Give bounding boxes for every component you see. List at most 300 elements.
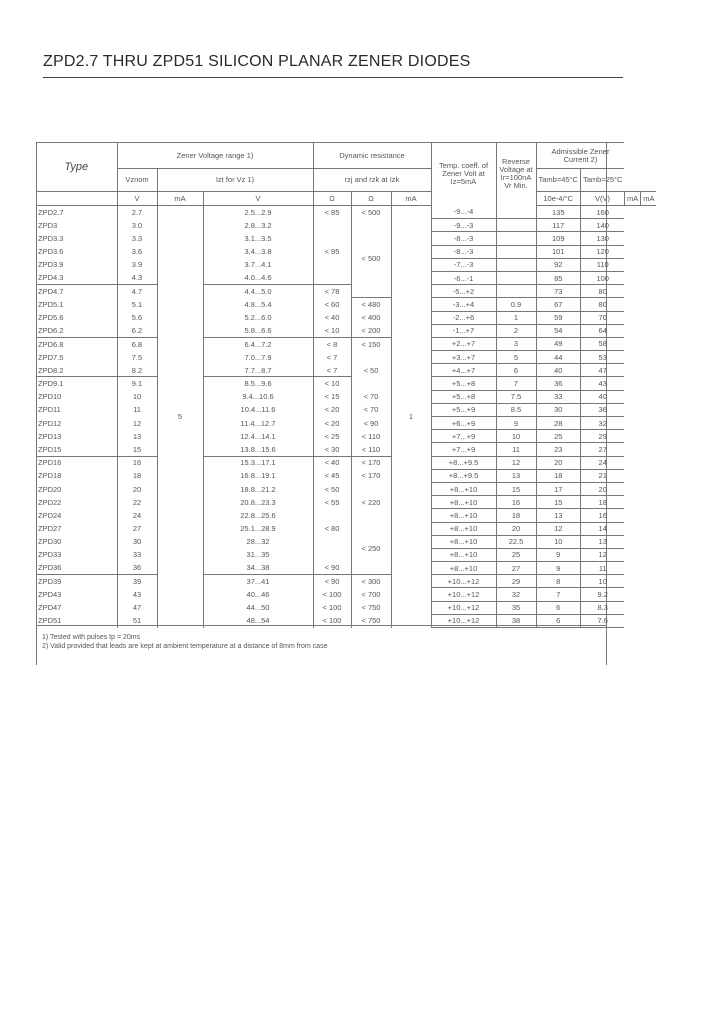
- table-row: [36, 469, 656, 482]
- cell-current-45: 25: [536, 430, 580, 443]
- cell-current-25: 32: [580, 417, 624, 430]
- cell-current-45: 9: [536, 562, 580, 575]
- cell-tempcoef: +10...+12: [431, 575, 496, 588]
- cell-rzj: < 8: [313, 337, 351, 350]
- unit-v: V: [117, 192, 157, 206]
- cell-current-45: 28: [536, 417, 580, 430]
- cell-reverse: 9: [496, 417, 536, 430]
- izt-header: Izt for Vz 1): [157, 169, 313, 192]
- cell-rzj: [313, 535, 351, 548]
- cell-reverse: 7: [496, 377, 536, 390]
- cell-type: ZPD11: [36, 403, 117, 416]
- cell-current-25: 53: [580, 351, 624, 364]
- cell-current-45: 67: [536, 298, 580, 311]
- cell-rzj: < 90: [313, 575, 351, 588]
- cell-rzk: < 480: [351, 298, 391, 311]
- tempcoef-header: Temp. coeff. of Zener Volt at Iz=5mA: [431, 143, 496, 206]
- cell-tempcoef: -8...-3: [431, 245, 496, 258]
- cell-current-25: 47: [580, 364, 624, 377]
- cell-range: 8.5...9.6: [203, 377, 313, 390]
- cell-vznom: 51: [117, 614, 157, 627]
- table-row: [36, 219, 656, 232]
- cell-vznom: 18: [117, 469, 157, 482]
- cell-current-45: 23: [536, 443, 580, 456]
- cell-current-25: 160: [580, 206, 624, 219]
- cell-current-25: 140: [580, 219, 624, 232]
- cell-reverse: 38: [496, 614, 536, 627]
- cell-tempcoef: -2...+6: [431, 311, 496, 324]
- cell-reverse: 1: [496, 311, 536, 324]
- cell-tempcoef: +8...+10: [431, 496, 496, 509]
- cell-reverse: 29: [496, 575, 536, 588]
- cell-range: 6.4...7.2: [203, 337, 313, 350]
- table-row: [36, 482, 656, 495]
- cell-range: 40...46: [203, 588, 313, 601]
- unit-ma3: mA: [624, 192, 640, 206]
- cell-rzj: < 10: [313, 324, 351, 337]
- cell-vznom: 3.3: [117, 232, 157, 245]
- cell-current-45: 6: [536, 601, 580, 614]
- cell-vznom: 3.6: [117, 245, 157, 258]
- cell-tempcoef: +8...+10: [431, 562, 496, 575]
- document-title: ZPD2.7 THRU ZPD51 SILICON PLANAR ZENER DIODES: [43, 53, 471, 70]
- cell-reverse: 0.9: [496, 298, 536, 311]
- cell-type: ZPD5.6: [36, 311, 117, 324]
- cell-reverse: 3: [496, 337, 536, 350]
- unit-v2: V: [203, 192, 313, 206]
- cell-current-45: 13: [536, 509, 580, 522]
- cell-current-45: 18: [536, 469, 580, 482]
- cell-current-25: 80: [580, 285, 624, 298]
- cell-tempcoef: +8...+10: [431, 522, 496, 535]
- cell-rzk: < 150: [351, 337, 391, 350]
- cell-type: ZPD10: [36, 390, 117, 403]
- cell-rzk: < 70: [351, 403, 391, 416]
- cell-tempcoef: +10...+12: [431, 588, 496, 601]
- cell-rzj: < 100: [313, 614, 351, 627]
- cell-current-45: 101: [536, 245, 580, 258]
- cell-current-25: 24: [580, 456, 624, 469]
- cell-range: 15.3...17.1: [203, 456, 313, 469]
- cell-current-25: 64: [580, 324, 624, 337]
- type-header: Type: [36, 143, 117, 192]
- cell-current-25: 27: [580, 443, 624, 456]
- cell-range: 3.7...4.1: [203, 258, 313, 271]
- cell-current-45: 20: [536, 456, 580, 469]
- cell-current-45: 7: [536, 588, 580, 601]
- cell-vznom: 27: [117, 522, 157, 535]
- cell-current-25: 36: [580, 403, 624, 416]
- cell-rzj: < 30: [313, 443, 351, 456]
- cell-current-45: 59: [536, 311, 580, 324]
- cell-tempcoef: +8...+10: [431, 509, 496, 522]
- cell-rzk: < 170: [351, 456, 391, 469]
- cell-reverse: 5: [496, 351, 536, 364]
- cell-current-45: 73: [536, 285, 580, 298]
- cell-current-45: 6: [536, 614, 580, 627]
- cell-tempcoef: +2...+7: [431, 337, 496, 350]
- temp25-header: Tamb=25°C: [582, 175, 623, 184]
- cell-rzk: < 110: [351, 430, 391, 443]
- cell-type: ZPD36: [36, 562, 117, 575]
- cell-vznom: 9.1: [117, 377, 157, 390]
- table-row: [36, 311, 656, 324]
- cell-current-25: 7.6: [580, 614, 624, 627]
- cell-vznom: 11: [117, 403, 157, 416]
- cell-current-25: 40: [580, 390, 624, 403]
- cell-vznom: 16: [117, 456, 157, 469]
- cell-type: ZPD51: [36, 614, 117, 627]
- cell-tempcoef: +7...+9: [431, 443, 496, 456]
- cell-rzj: < 90: [313, 562, 351, 575]
- cell-type: ZPD47: [36, 601, 117, 614]
- cell-range: 20.8...23.3: [203, 496, 313, 509]
- cell-tempcoef: -8...-3: [431, 232, 496, 245]
- cell-current-25: 100: [580, 271, 624, 284]
- units-blank: [36, 192, 117, 206]
- cell-range: 44...50: [203, 601, 313, 614]
- cell-izk-merged: 1: [391, 206, 431, 628]
- table-row: [36, 588, 656, 601]
- cell-current-45: 17: [536, 482, 580, 495]
- cell-reverse: [496, 245, 536, 258]
- cell-current-45: 9: [536, 548, 580, 561]
- cell-rzk: < 200: [351, 324, 391, 337]
- cell-type: ZPD22: [36, 496, 117, 509]
- cell-rzj: < 20: [313, 417, 351, 430]
- cell-current-45: 117: [536, 219, 580, 232]
- cell-rzj: < 25: [313, 430, 351, 443]
- cell-tempcoef: -5...+2: [431, 285, 496, 298]
- cell-rzk: < 110: [351, 443, 391, 456]
- table-row: [36, 364, 656, 377]
- cell-reverse: 20: [496, 522, 536, 535]
- table-row: [36, 390, 656, 403]
- cell-range: 37...41: [203, 575, 313, 588]
- cell-rzj: < 20: [313, 403, 351, 416]
- cell-vznom: 10: [117, 390, 157, 403]
- table-row: [36, 285, 656, 298]
- cell-rzj: < 100: [313, 601, 351, 614]
- cell-range: 13.8...15.6: [203, 443, 313, 456]
- cell-type: ZPD15: [36, 443, 117, 456]
- cell-rzj: < 15: [313, 390, 351, 403]
- cell-reverse: [496, 258, 536, 271]
- cell-type: ZPD39: [36, 575, 117, 588]
- admissible-header: Admissible Zener Current 2): [536, 143, 624, 169]
- cell-current-45: 30: [536, 403, 580, 416]
- cell-rzj: < 10: [313, 377, 351, 390]
- cell-rzk: < 170: [351, 469, 391, 482]
- table-row: [36, 601, 656, 614]
- cell-current-25: 8.3: [580, 601, 624, 614]
- cell-reverse: 6: [496, 364, 536, 377]
- cell-reverse: 8.5: [496, 403, 536, 416]
- cell-range: 4.8...5.4: [203, 298, 313, 311]
- cell-type: ZPD3: [36, 219, 117, 232]
- cell-range: 4.4...5.0: [203, 285, 313, 298]
- cell-reverse: 7.5: [496, 390, 536, 403]
- cell-vznom: 33: [117, 548, 157, 561]
- cell-current-25: 18: [580, 496, 624, 509]
- cell-tempcoef: +5...+9: [431, 403, 496, 416]
- table-row: [36, 509, 656, 522]
- cell-vznom: 8.2: [117, 364, 157, 377]
- cell-type: ZPD20: [36, 482, 117, 495]
- table-row: [36, 351, 656, 364]
- cell-tempcoef: -7...-3: [431, 258, 496, 271]
- table-row: [36, 548, 656, 561]
- cell-current-45: 135: [536, 206, 580, 219]
- cell-reverse: 15: [496, 482, 536, 495]
- cell-range: 18.8...21.2: [203, 482, 313, 495]
- cell-rzk: < 400: [351, 311, 391, 324]
- cell-tempcoef: +6...+9: [431, 417, 496, 430]
- cell-tempcoef: +5...+8: [431, 390, 496, 403]
- table-row: [36, 298, 656, 311]
- cell-reverse: 2: [496, 324, 536, 337]
- cell-current-45: 8: [536, 575, 580, 588]
- cell-vznom: 12: [117, 417, 157, 430]
- unit-ma2: mA: [391, 192, 431, 206]
- vznom-header: Vznom: [117, 169, 157, 192]
- cell-rzk: < 300: [351, 575, 391, 588]
- table-row: [36, 430, 656, 443]
- cell-vznom: 5.6: [117, 311, 157, 324]
- cell-tempcoef: +10...+12: [431, 614, 496, 627]
- cell-vznom: 43: [117, 588, 157, 601]
- cell-range: 7.7...8.7: [203, 364, 313, 377]
- table-row: [36, 562, 656, 575]
- cell-range: 5.8...6.6: [203, 324, 313, 337]
- cell-reverse: [496, 271, 536, 284]
- cell-rzk: < 500: [351, 206, 391, 219]
- cell-vznom: 3.9: [117, 258, 157, 271]
- cell-type: ZPD7.5: [36, 351, 117, 364]
- cell-rzj: [313, 509, 351, 522]
- cell-tempcoef: +8...+10: [431, 535, 496, 548]
- temp45-header: Tamb=45°C: [536, 169, 580, 192]
- cell-type: ZPD30: [36, 535, 117, 548]
- cell-rzj: < 100: [313, 588, 351, 601]
- cell-type: ZPD43: [36, 588, 117, 601]
- cell-rzk: < 700: [351, 588, 391, 601]
- cell-vznom: 22: [117, 496, 157, 509]
- cell-range: 48...54: [203, 614, 313, 627]
- cell-current-45: 33: [536, 390, 580, 403]
- cell-range: 16.8...19.1: [203, 469, 313, 482]
- table-row: [36, 443, 656, 456]
- cell-vznom: 2.7: [117, 206, 157, 219]
- title-rule: [43, 77, 623, 78]
- table-row: [36, 496, 656, 509]
- cell-rzj: < 50: [313, 482, 351, 495]
- cell-current-45: 92: [536, 258, 580, 271]
- cell-tempcoef: -6...-1: [431, 271, 496, 284]
- dynamic-header: Dynamic resistance: [313, 143, 431, 169]
- cell-current-25: 9.2: [580, 588, 624, 601]
- cell-vznom: 6.8: [117, 337, 157, 350]
- cell-type: ZPD2.7: [36, 206, 117, 219]
- table-row: [36, 403, 656, 416]
- cell-reverse: 11: [496, 443, 536, 456]
- cell-rzj: < 7: [313, 364, 351, 377]
- table-row: [36, 206, 656, 219]
- cell-rzj-merged: < 95: [313, 219, 351, 285]
- cell-rzj: < 40: [313, 456, 351, 469]
- cell-current-45: 85: [536, 271, 580, 284]
- cell-type: ZPD5.1: [36, 298, 117, 311]
- cell-range: 31...35: [203, 548, 313, 561]
- cell-current-25: 16: [580, 509, 624, 522]
- cell-tempcoef: +3...+7: [431, 351, 496, 364]
- cell-current-25: 11: [580, 562, 624, 575]
- cell-type: ZPD24: [36, 509, 117, 522]
- cell-vznom: 39: [117, 575, 157, 588]
- cell-tempcoef: -9...-4: [431, 206, 496, 219]
- cell-current-25: 130: [580, 232, 624, 245]
- cell-current-25: 10: [580, 575, 624, 588]
- cell-rzj: < 7: [313, 351, 351, 364]
- cell-vznom: 6.2: [117, 324, 157, 337]
- cell-reverse: 22.5: [496, 535, 536, 548]
- cell-reverse: [496, 232, 536, 245]
- cell-tempcoef: +5...+8: [431, 377, 496, 390]
- cell-reverse: 12: [496, 456, 536, 469]
- cell-tempcoef: -9...-3: [431, 219, 496, 232]
- cell-izt-merged: 5: [157, 206, 203, 628]
- cell-current-45: 36: [536, 377, 580, 390]
- cell-tempcoef: +8...+9.5: [431, 469, 496, 482]
- cell-type: ZPD6.2: [36, 324, 117, 337]
- cell-vznom: 7.5: [117, 351, 157, 364]
- cell-reverse: 18: [496, 509, 536, 522]
- footnotes: [42, 633, 327, 651]
- cell-tempcoef: +8...+10: [431, 548, 496, 561]
- unit-ma: mA: [157, 192, 203, 206]
- cell-vznom: 13: [117, 430, 157, 443]
- unit-ohm2: Ω: [351, 192, 391, 206]
- table-row: [36, 535, 656, 548]
- cell-current-45: 15: [536, 496, 580, 509]
- cell-type: ZPD3.6: [36, 245, 117, 258]
- cell-tempcoef: +4...+7: [431, 364, 496, 377]
- cell-type: ZPD16: [36, 456, 117, 469]
- cell-type: ZPD6.8: [36, 337, 117, 350]
- cell-range: 28...32: [203, 535, 313, 548]
- cell-reverse: 16: [496, 496, 536, 509]
- cell-current-45: 109: [536, 232, 580, 245]
- cell-rzj: < 55: [313, 496, 351, 509]
- unit-tc: 10e-4/°C: [536, 192, 580, 206]
- cell-current-45: 44: [536, 351, 580, 364]
- cell-current-25: 120: [580, 245, 624, 258]
- cell-reverse: [496, 219, 536, 232]
- table-row: [36, 575, 656, 588]
- cell-reverse: 13: [496, 469, 536, 482]
- cell-rzk-merged: < 220: [351, 482, 391, 522]
- cell-reverse: 27: [496, 562, 536, 575]
- cell-vznom: 15: [117, 443, 157, 456]
- cell-rzk-merged: < 250: [351, 522, 391, 575]
- cell-rzj: < 45: [313, 469, 351, 482]
- cell-range: 12.4...14.1: [203, 430, 313, 443]
- cell-vznom: 20: [117, 482, 157, 495]
- cell-current-45: 10: [536, 535, 580, 548]
- cell-rzk-merged: < 50: [351, 351, 391, 391]
- cell-range: 2.5...2.9: [203, 206, 313, 219]
- cell-tempcoef: -1...+7: [431, 324, 496, 337]
- cell-rzk-merged: < 500: [351, 219, 391, 298]
- cell-vznom: 47: [117, 601, 157, 614]
- cell-current-25: 20: [580, 482, 624, 495]
- reverse-header: [496, 143, 536, 206]
- reverse-min-label: Min.: [513, 181, 528, 191]
- rzj-header: rzj and rzk at Izk: [313, 169, 431, 192]
- cell-current-45: 12: [536, 522, 580, 535]
- cell-range: 4.0...4.6: [203, 271, 313, 284]
- cell-range: 34...38: [203, 562, 313, 575]
- cell-rzk: < 70: [351, 390, 391, 403]
- cell-rzk: < 750: [351, 614, 391, 627]
- cell-type: ZPD33: [36, 548, 117, 561]
- cell-type: ZPD8.2: [36, 364, 117, 377]
- cell-current-25: 58: [580, 337, 624, 350]
- cell-tempcoef: -3...+4: [431, 298, 496, 311]
- cell-range: 2.8...3.2: [203, 219, 313, 232]
- spec-table: [36, 142, 656, 628]
- cell-range: 22.8...25.6: [203, 509, 313, 522]
- unit-vr: V(V): [580, 192, 624, 206]
- table-row: [36, 337, 656, 350]
- cell-rzk: < 750: [351, 601, 391, 614]
- cell-type: ZPD4.3: [36, 271, 117, 284]
- cell-rzj: < 78: [313, 285, 351, 298]
- cell-type: ZPD13: [36, 430, 117, 443]
- unit-ohm1: Ω: [313, 192, 351, 206]
- cell-vznom: 36: [117, 562, 157, 575]
- table-row: [36, 456, 656, 469]
- table-row: [36, 417, 656, 430]
- cell-reverse: [496, 285, 536, 298]
- cell-type: ZPD3.3: [36, 232, 117, 245]
- cell-range: 3.1...3.5: [203, 232, 313, 245]
- cell-rzj: [313, 548, 351, 561]
- unit-ma4: mA: [641, 192, 657, 206]
- cell-range: 9.4...10.6: [203, 390, 313, 403]
- cell-vznom: 4.7: [117, 285, 157, 298]
- footnote-1: 1) Tested with pulses tp = 20ms: [42, 634, 141, 641]
- cell-range: 10.4...11.6: [203, 403, 313, 416]
- table-row: [36, 324, 656, 337]
- table-row: [36, 614, 656, 627]
- cell-range: 7.0...7.9: [203, 351, 313, 364]
- table-row: [36, 522, 656, 535]
- cell-vznom: 4.3: [117, 271, 157, 284]
- cell-type: ZPD12: [36, 417, 117, 430]
- cell-current-25: 13: [580, 535, 624, 548]
- cell-rzk: < 90: [351, 417, 391, 430]
- cell-current-25: 80: [580, 298, 624, 311]
- cell-type: ZPD3.9: [36, 258, 117, 271]
- cell-current-45: 40: [536, 364, 580, 377]
- cell-tempcoef: +7...+9: [431, 430, 496, 443]
- cell-type: ZPD9.1: [36, 377, 117, 390]
- cell-rzj: < 85: [313, 206, 351, 219]
- cell-rzj: < 40: [313, 311, 351, 324]
- zener-range-header: Zener Voltage range 1): [117, 143, 313, 169]
- cell-vznom: 5.1: [117, 298, 157, 311]
